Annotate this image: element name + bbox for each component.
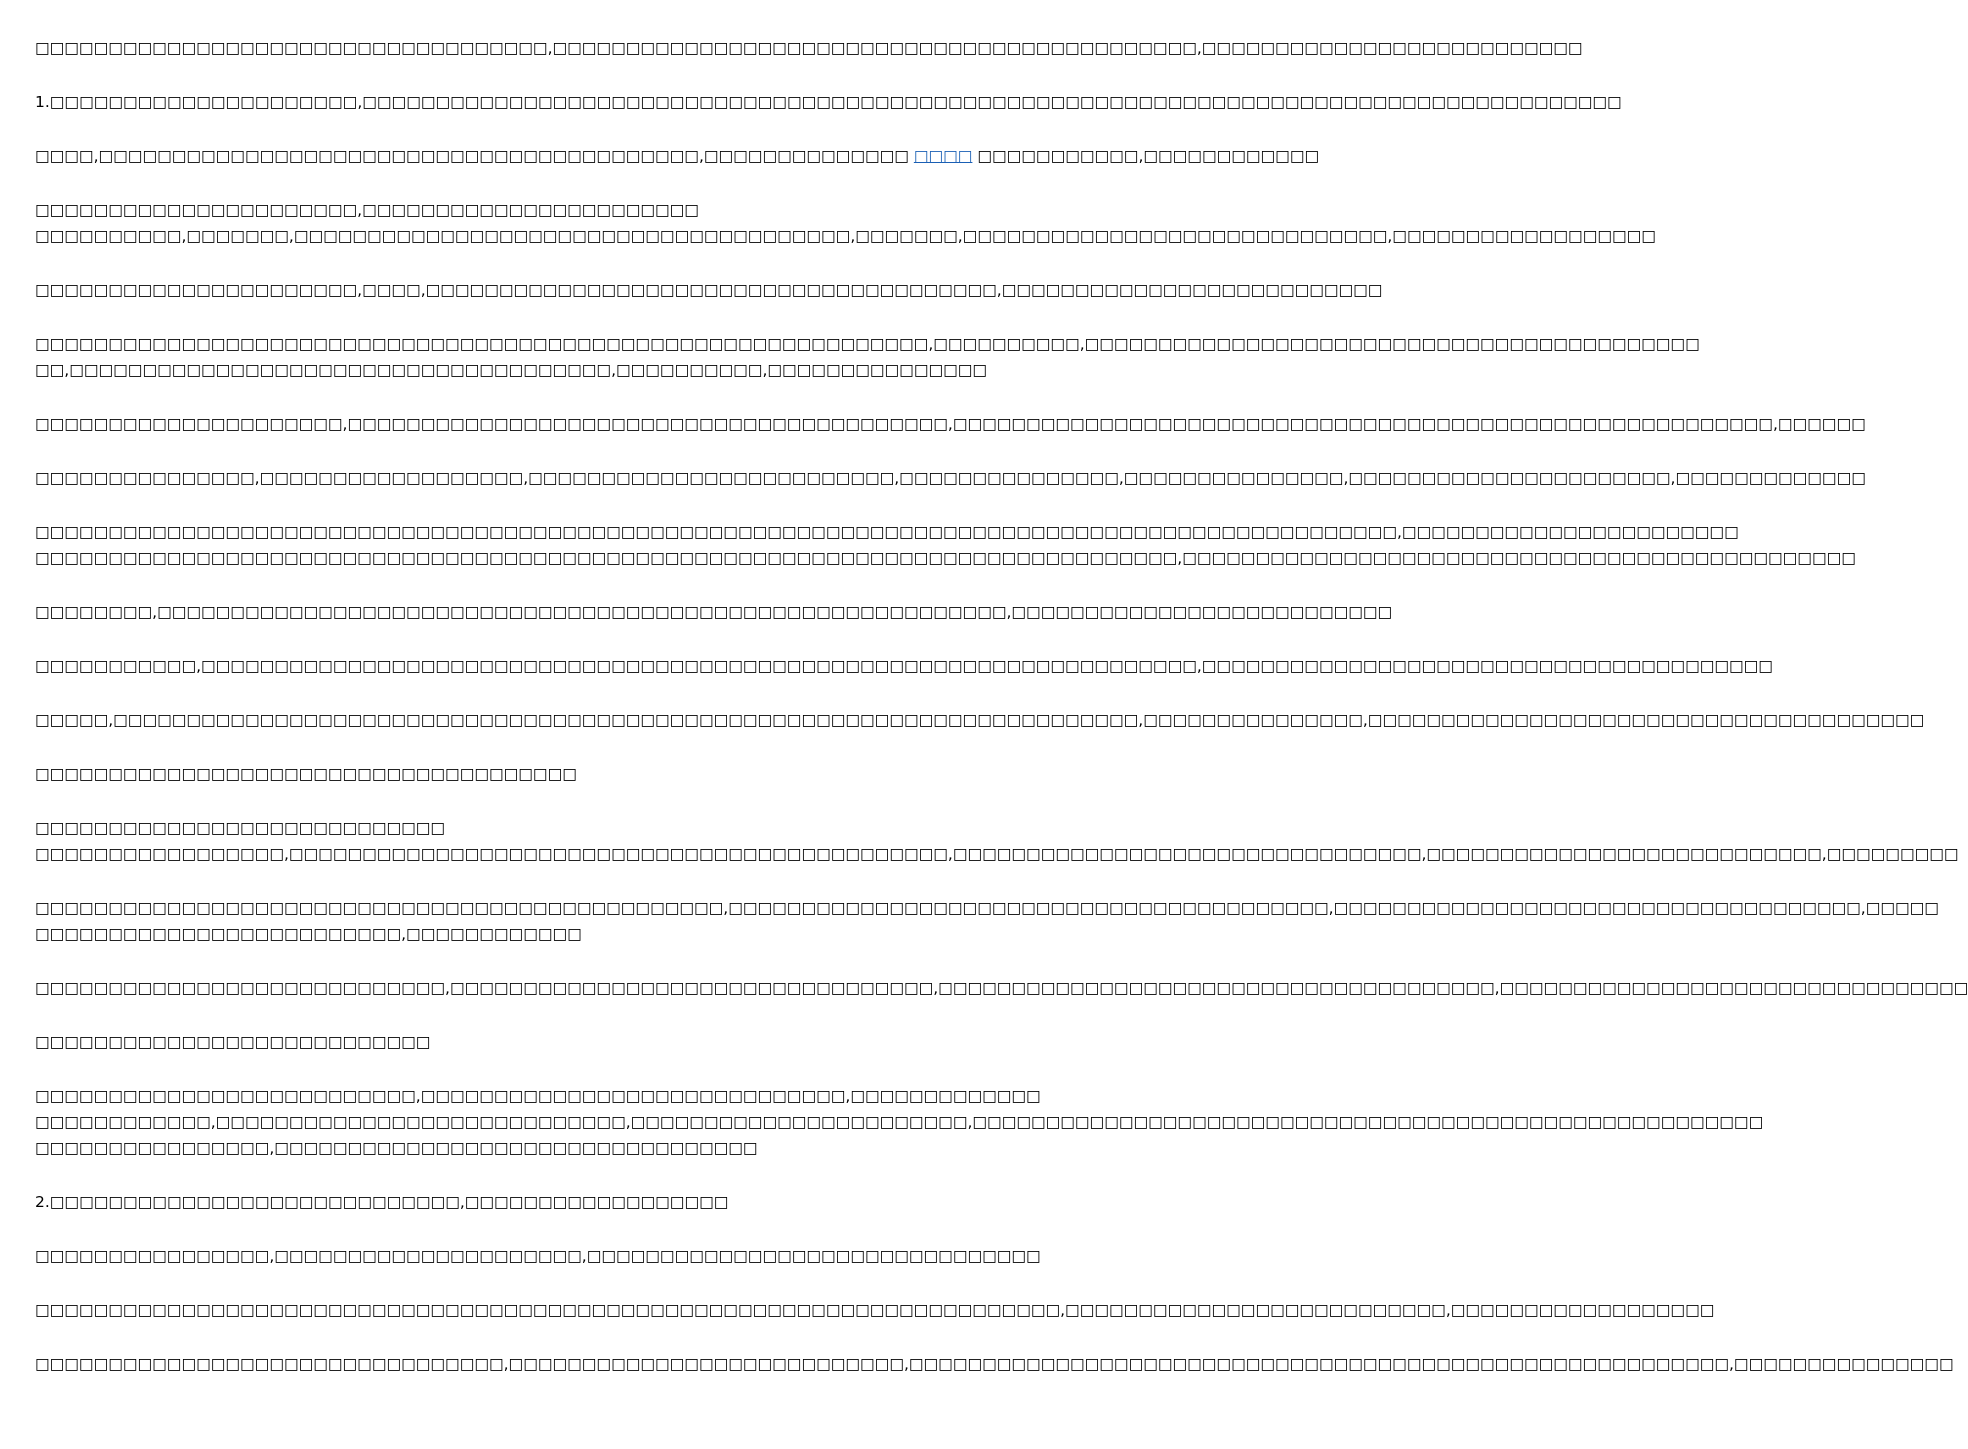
paragraph [35, 815, 1959, 867]
text-run: □□□□□□□□□□□□□□□□□□□□□□□□□□□□□□□□□□□□□□□□□□□□□□□□□□□□□□□□□□□□□□□□□□□□□□□□□□□□□□,□□□□□□□□□□□□□□□□□□□□□□□□□□□□□□□□□□□□□□□□□□□□□□ [35, 549, 1856, 567]
paragraph [35, 895, 1939, 947]
text-line [35, 975, 1968, 1001]
text-line [35, 223, 1656, 249]
paragraph [35, 197, 1656, 249]
text-run: □□□□□□□□□□□□□□□□□□□□□,□□□□□□□□□□□□□□□□□□□□□□□□□□□□□□□□□□□□□□□□□,□□□□□□□□□□□□□□□□□□□□□□□□□□□□□□□□□□□□□□□□□□□□□□□□□□□□□□□□,□□□□□□ [35, 415, 1866, 433]
paragraph [35, 1351, 1954, 1377]
text-run: □□□□□□□□□□□□□□□□□□□□□□□□□□□□□□□□,□□□□□□□□□□□□□□□□□□□□□□□□□□□,□□□□□□□□□□□□□□□□□□□□□□□□□□□□□□□□□□□□□□□□□□□□□□□□□□□□□□□□,□□□□□□□□□□□□□□□ [35, 1355, 1954, 1373]
text-run: □□□□□□□□□□□□□□□□□□□□□□□□□□□□ [35, 819, 446, 837]
paragraph [35, 653, 1773, 679]
text-run: □□□□,□□□□□□□□□□□□□□□□□□□□□□□□□□□□□□□□□□□□□□□□□,□□□□□□□□□□□□□□ [35, 147, 914, 165]
text-run: □□□□□□□□□□□□□□□□□□□□□□□□□□□□□□□□□□□□□□□□□□□□□□□,□□□□□□□□□□□□□□□□□□□□□□□□□□□□□□□□□□□□□□□□□,□□□□□□□□□□□□□□□□□□□□□□□□□□□□□□□□□□□□,□□□□□ [35, 899, 1939, 917]
text-line [35, 1189, 990, 1215]
paragraph [35, 519, 1856, 571]
text-line [35, 1135, 990, 1161]
text-run: □□,□□□□□□□□□□□□□□□□□□□□□□□□□□□□□□□□□□□□□,□□□□□□□□□□,□□□□□□□□□□□□□□□ [35, 361, 988, 379]
paragraph [35, 707, 1925, 733]
text-line [35, 1083, 1041, 1109]
paragraph [35, 761, 990, 787]
paragraph [35, 1029, 990, 1055]
text-run: □□□□□□□□□□□□□□□□□□□□□□,□□□□,□□□□□□□□□□□□□□□□□□□□□□□□□□□□□□□□□□□□□□□,□□□□□□□□□□□□□□□□□□□□□□□□□□ [35, 281, 1383, 299]
text-run: 1.□□□□□□□□□□□□□□□□□□□□□,□□□□□□□□□□□□□□□□□□□□□□□□□□□□□□□□□□□□□□□□□□□□□□□□□□□□□□□□□□□□□□□□□□□□□□□□□□□□□□□□□□□□□□ [35, 93, 1622, 111]
text-line [35, 277, 1383, 303]
text-line [35, 761, 990, 787]
text-line [35, 197, 990, 223]
paragraph [35, 465, 1866, 491]
text-run: □□□□□□□□,□□□□□□□□□□□□□□□□□□□□□□□□□□□□□□□□□□□□□□□□□□□□□□□□□□□□□□□□□□,□□□□□□□□□□□□□□□□□□□□□□□□□□ [35, 603, 1393, 621]
paragraph [35, 975, 1968, 1001]
text-line [35, 331, 1700, 357]
text-run: □□□□□□□□□□□□□□□□,□□□□□□□□□□□□□□□□□□□□□□□□□□□□□□□□□ [35, 1139, 758, 1157]
inline-link[interactable]: □□□□ [913, 147, 973, 165]
text-line [35, 519, 1739, 545]
text-run: □□□□□□□□□□,□□□□□□□,□□□□□□□□□□□□□□□□□□□□□□□□□□□□□□□□□□□□□□,□□□□□□□,□□□□□□□□□□□□□□□□□□□□□□□□□□□□□,□□□□□□□□□□□□□□□□□□ [35, 227, 1656, 245]
text-run: □□□□□□□□□□□□□□□□□□□□□□,□□□□□□□□□□□□□□□□□□□□□□□ [35, 201, 699, 219]
paragraph [35, 331, 1700, 383]
text-run: □□□□□□□□□□□□,□□□□□□□□□□□□□□□□□□□□□□□□□□□□,□□□□□□□□□□□□□□□□□□□□□□□,□□□□□□□□□□□□□□□□□□□□□□□□□□□□□□□□□□□□□□□□□□□□□□□□□□□□□□ [35, 1113, 1764, 1131]
text-line [35, 841, 1959, 867]
text-run: □□□□□□□□□□□□□□□□□□□□□□□□□□□□□□□□□□□□□□□□□□□□□□□□□□□□□□□□□□□□□,□□□□□□□□□□,□□□□□□□□□□□□□□□□□□□□□□□□□□□□□□□□□□□□□□□□□□ [35, 335, 1700, 353]
paragraph [35, 1083, 1764, 1161]
paragraph [35, 411, 1866, 437]
paragraph [35, 1243, 1041, 1269]
text-run: □□□□□□□□□□□□□□□□□,□□□□□□□□□□□□□□□□□□□□□□□□□□□□□□□□□□□□□□□□□□□□□,□□□□□□□□□□□□□□□□□□□□□□□□□□□□□□□□,□□□□□□□□□□□□□□□□□□□□□□□□□□□,□□□□□□□□□ [35, 845, 1959, 863]
text-line [35, 921, 990, 947]
text-line [35, 653, 1773, 679]
document-body [35, 35, 1968, 1405]
text-line [35, 895, 1939, 921]
text-line [35, 1243, 1041, 1269]
text-line [35, 1109, 1764, 1135]
text-run: □□□□□□□□□□□□□□□,□□□□□□□□□□□□□□□□□□,□□□□□□□□□□□□□□□□□□□□□□□□□,□□□□□□□□□□□□□□□,□□□□□□□□□□□□□□□,□□□□□□□□□□□□□□□□□□□□□□,□□□□□□□□□□□□□ [35, 469, 1866, 487]
text-run: □□□□□,□□□□□□□□□□□□□□□□□□□□□□□□□□□□□□□□□□□□□□□□□□□□□□□□□□□□□□□□□□□□□□□□□□□□□□,□□□□□□□□□□□□□□□,□□□□□□□□□□□□□□□□□□□□□□□□□□□□□□□□□□□□□□ [35, 711, 1925, 729]
text-line [35, 35, 1583, 61]
paragraph [35, 277, 1383, 303]
text-run: □□□□□□□□□□□□□□□□□□□□□□□□□□□□□□□□□□□,□□□□□□□□□□□□□□□□□□□□□□□□□□□□□□□□□□□□□□□□□□□□,□□□□□□□□□□□□□□□□□□□□□□□□□□ [35, 39, 1583, 57]
paragraph [35, 599, 1393, 625]
text-run: □□□□□□□□□□□□□□□□□□□□□□□□□□,□□□□□□□□□□□□□□□□□□□□□□□□□□□□□,□□□□□□□□□□□□□ [35, 1087, 1041, 1105]
text-line [35, 1351, 1954, 1377]
text-run: □□□□□□□□□□□□□□□□□□□□□□□□□□□□□□□□□□□□□ [35, 765, 577, 783]
paragraph [35, 35, 1583, 61]
text-line [35, 545, 1856, 571]
text-run: □□□□□□□□□□□□□□□□□□□□□□□□□,□□□□□□□□□□□□ [35, 925, 582, 943]
text-run: □□□□□□□□□□□□□□□□□□□□□□□□□□□□,□□□□□□□□□□□□□□□□□□□□□□□□□□□□□□□□□,□□□□□□□□□□□□□□□□□□□□□□□□□□□□□□□□□□□□□□,□□□□□□□□□□□□□□□□□□□□□□□□□□□□□□□□ [35, 979, 1968, 997]
text-line [35, 707, 1925, 733]
paragraph [35, 143, 1320, 169]
text-line [35, 1297, 1715, 1323]
text-run: 2.□□□□□□□□□□□□□□□□□□□□□□□□□□□□,□□□□□□□□□□□□□□□□□□ [35, 1193, 729, 1211]
text-line [35, 1029, 990, 1055]
text-line [35, 411, 1866, 437]
text-run: □□□□□□□□□□□□□□□□□□□□□□□□□□□ [35, 1033, 431, 1051]
text-run: □□□□□□□□□□□□□□□□,□□□□□□□□□□□□□□□□□□□□□,□□□□□□□□□□□□□□□□□□□□□□□□□□□□□□□ [35, 1247, 1041, 1265]
text-line [35, 143, 1320, 169]
paragraph [35, 1297, 1715, 1323]
paragraph [35, 1189, 990, 1215]
text-line [35, 599, 1393, 625]
text-line [35, 89, 1622, 115]
text-run: □□□□□□□□□□□,□□□□□□□□□□□□ [972, 147, 1320, 165]
text-line [35, 465, 1866, 491]
text-line [35, 815, 990, 841]
text-run: □□□□□□□□□□□□□□□□□□□□□□□□□□□□□□□□□□□□□□□□□□□□□□□□□□□□□□□□□□□□□□□□□□□□□□,□□□□□□□□□□□□□□□□□□□□□□□□□□,□□□□□□□□□□□□□□□□□□ [35, 1301, 1715, 1319]
paragraph [35, 89, 1622, 115]
text-run: □□□□□□□□□□□,□□□□□□□□□□□□□□□□□□□□□□□□□□□□□□□□□□□□□□□□□□□□□□□□□□□□□□□□□□□□□□□□□□□□,□□□□□□□□□□□□□□□□□□□□□□□□□□□□□□□□□□□□□□□ [35, 657, 1773, 675]
text-line [35, 357, 990, 383]
text-run: □□□□□□□□□□□□□□□□□□□□□□□□□□□□□□□□□□□□□□□□□□□□□□□□□□□□□□□□□□□□□□□□□□□□□□□□□□□□□□□□□□□□□□□□□□□□□,□□□□□□□□□□□□□□□□□□□□□□□ [35, 523, 1739, 541]
